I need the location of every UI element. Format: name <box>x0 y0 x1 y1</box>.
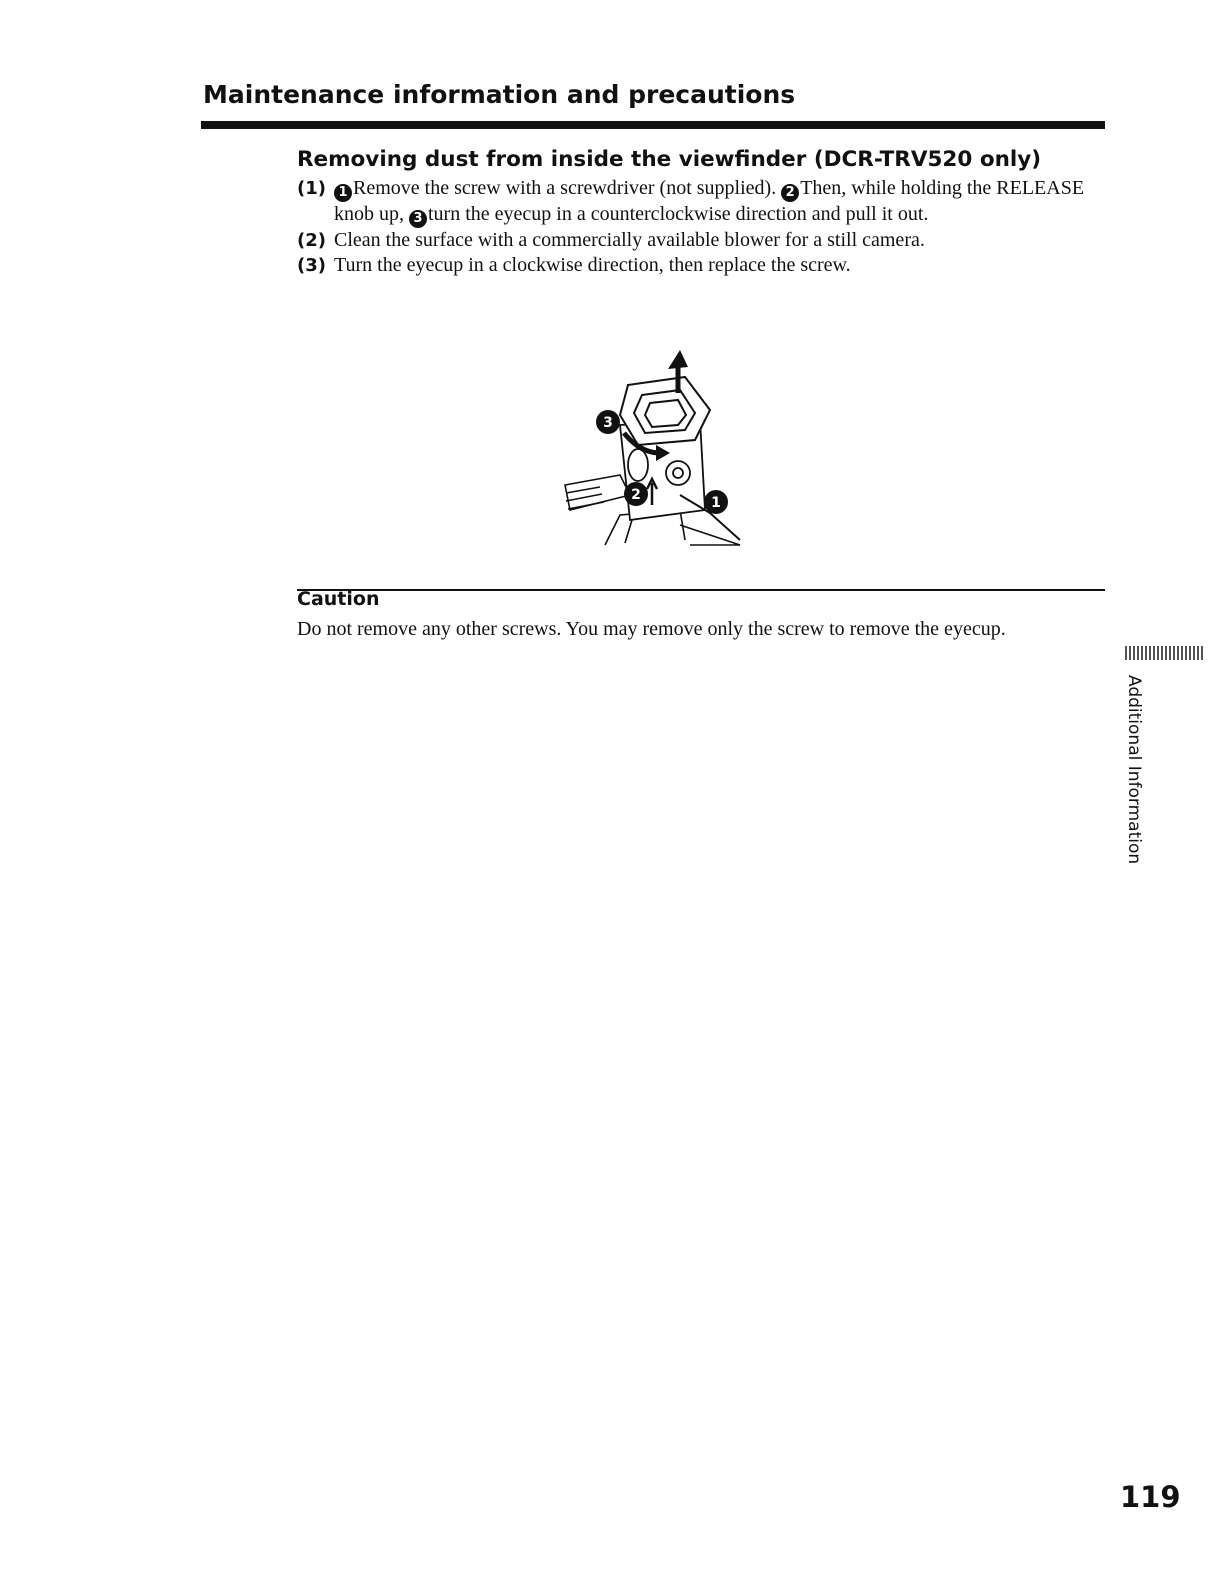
eyecup-removal-illustration <box>560 345 750 550</box>
step-2 <box>297 228 1107 253</box>
step-number: (1) <box>297 178 326 199</box>
step-number: (3) <box>297 255 326 276</box>
caution-text: Do not remove any other screws. You may remove only the screw to remove the eyecup. <box>297 618 1006 640</box>
steps-list <box>297 176 1107 278</box>
step-number: (2) <box>297 230 326 251</box>
callout-marker-3: 3 <box>409 210 427 228</box>
caution-title: Caution <box>297 588 380 610</box>
svg-text:3: 3 <box>603 415 613 431</box>
step-3-text: Turn the eyecup in a clockwise direction, then replace the screw. <box>334 254 851 276</box>
side-tab-marker <box>1125 646 1205 660</box>
svg-text:1: 1 <box>711 495 721 511</box>
page-header-title: Maintenance information and precautions <box>203 80 796 109</box>
page-number: 119 <box>1120 1480 1181 1514</box>
eyecup <box>620 377 710 445</box>
step-1-text-a: Remove the screw with a screwdriver (not supplied). <box>353 177 782 199</box>
step-1-text-c: turn the eyecup in a counterclockwise direction and pull it out. <box>428 203 929 225</box>
caution-rule <box>297 589 1105 591</box>
step-1 <box>297 176 1107 228</box>
callout-3 <box>596 410 620 434</box>
callout-1 <box>704 490 728 514</box>
section-title: Removing dust from inside the viewfinder (DCR-TRV520 only) <box>297 147 1042 172</box>
step-3 <box>297 253 1107 278</box>
side-tab-label: Additional Information <box>1124 675 1144 865</box>
callout-2 <box>624 482 648 506</box>
header-rule <box>201 121 1105 129</box>
step-2-text: Clean the surface with a commercially available blower for a still camera. <box>334 229 925 251</box>
callout-marker-2: 2 <box>781 184 799 202</box>
step-1-text-b: Then, while holding the RELEASE knob up, <box>334 177 1085 225</box>
callout-marker-1: 1 <box>334 184 352 202</box>
svg-text:2: 2 <box>631 487 641 503</box>
